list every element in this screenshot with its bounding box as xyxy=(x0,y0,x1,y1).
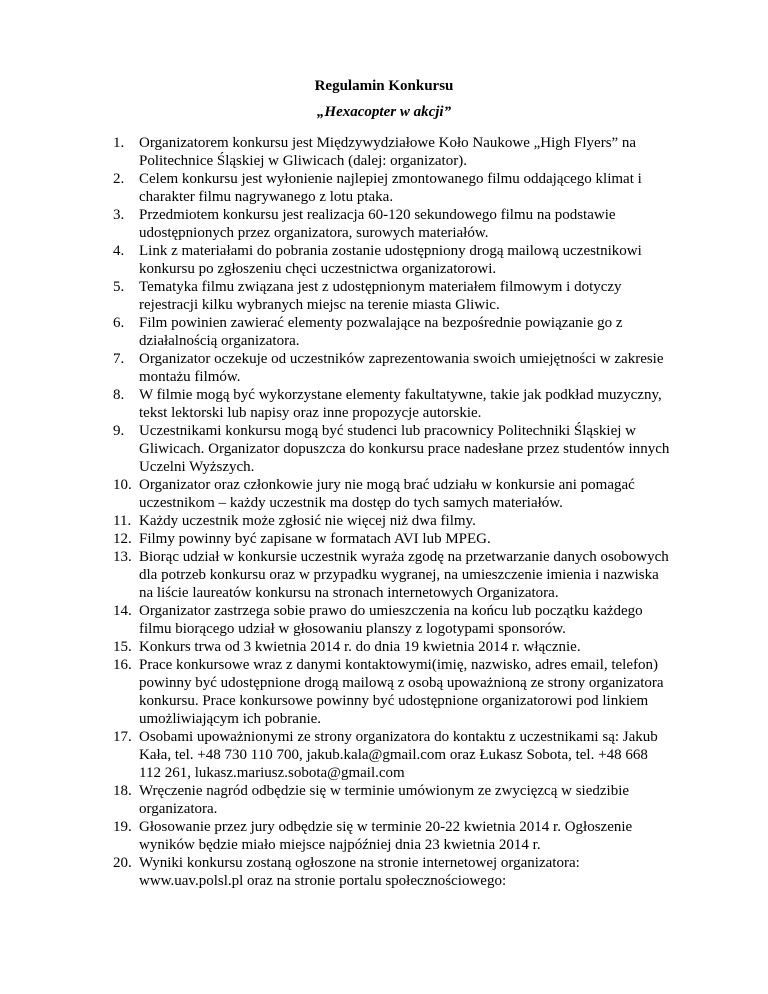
rule-text: W filmie mogą być wykorzystane elementy fakultatywne, takie jak podkład muzyczny, tekst lektorski lub napisy oraz inne propozycje autorskie. xyxy=(139,387,662,421)
rule-text: Organizatorem konkursu jest Międzywydziałowe Koło Naukowe „High Flyers” na Politechnice Śląskiej w Gliwicach (dalej: organizator). xyxy=(139,135,637,169)
rule-item xyxy=(113,854,673,890)
rule-text: Wręczenie nagród odbędzie się w terminie umówionym ze zwycięzcą w siedzibie organizatora. xyxy=(139,783,630,817)
rule-number: 18. xyxy=(113,783,132,799)
rule-text: Osobami upoważnionymi ze strony organizatora do kontaktu z uczestnikami są: Jakub Kała, tel. +48 730 110 700, jakub.kala@gmail.com oraz Łukasz Sobota, tel. +48 668 112 261, lukasz.mariusz.sobota@gmail.com xyxy=(139,729,658,781)
rule-number: 16. xyxy=(113,657,132,673)
rule-text: Celem konkursu jest wyłonienie najlepiej zmontowanego filmu oddającego klimat i charakter filmu nagrywanego z lotu ptaka. xyxy=(139,171,642,205)
rule-text: Organizator oraz członkowie jury nie mogą brać udziału w konkursie ani pomagać uczestnikom – każdy uczestnik ma dostęp do tych samych materiałów. xyxy=(139,477,635,511)
rule-text: Prace konkursowe wraz z danymi kontaktowymi(imię, nazwisko, adres email, telefon) powinny być udostępnione drogą mailową z osobą upoważnioną ze strony organizatora konkursu. Prace konkursowe powinny być udostępnione organizatorowi pod linkiem umożliwiającym ich pobranie. xyxy=(139,657,664,727)
rule-text: Organizator zastrzega sobie prawo do umieszczenia na końcu lub początku każdego filmu biorącego udział w głosowaniu planszy z logotypami sponsorów. xyxy=(139,603,643,637)
document-subtitle: „Hexacopter w akcji” xyxy=(316,104,452,120)
rule-item xyxy=(113,602,673,638)
rule-text: Każdy uczestnik może zgłosić nie więcej niż dwa filmy. xyxy=(139,513,476,529)
rule-number: 4. xyxy=(113,243,125,259)
rule-item xyxy=(113,782,673,818)
rule-number: 17. xyxy=(113,729,132,745)
rule-number: 14. xyxy=(113,603,132,619)
rule-number: 5. xyxy=(113,279,125,295)
rule-item xyxy=(113,242,673,278)
rule-text: Uczestnikami konkursu mogą być studenci lub pracownicy Politechniki Śląskiej w Gliwicach. Organizator dopuszcza do konkursu prace nadesłane przez studentów innych Uczelni Wyższych. xyxy=(139,423,670,475)
rule-text: Tematyka filmu związana jest z udostępnionym materiałem filmowym i dotyczy rejestracji kilku wybranych miejsc na terenie miasta Gliwic. xyxy=(139,279,622,313)
document-title: Regulamin Konkursu xyxy=(314,78,454,94)
rule-item xyxy=(113,728,673,782)
rule-item xyxy=(113,530,673,548)
rule-item xyxy=(113,350,673,386)
rule-item xyxy=(113,818,673,854)
rules-list xyxy=(113,134,673,890)
rule-item xyxy=(113,278,673,314)
rule-number: 9. xyxy=(113,423,125,439)
rule-number: 2. xyxy=(113,171,125,187)
rule-number: 6. xyxy=(113,315,125,331)
rule-item xyxy=(113,548,673,602)
rule-text: Biorąc udział w konkursie uczestnik wyraża zgodę na przetwarzanie danych osobowych dla potrzeb konkursu oraz w przypadku wygranej, na umieszczenie imienia i nazwiska na liście laureatów konkursu na stronach internetowych Organizatora. xyxy=(139,549,669,601)
rule-number: 15. xyxy=(113,639,132,655)
rule-item xyxy=(113,476,673,512)
rule-number: 3. xyxy=(113,207,125,223)
rule-text: Filmy powinny być zapisane w formatach AVI lub MPEG. xyxy=(139,531,491,547)
rule-number: 11. xyxy=(113,513,132,529)
rule-number: 13. xyxy=(113,549,132,565)
rule-item xyxy=(113,134,673,170)
rule-text: Głosowanie przez jury odbędzie się w terminie 20-22 kwietnia 2014 r. Ogłoszenie wyników będzie miało miejsce najpóźniej dnia 23 kwietnia 2014 r. xyxy=(139,819,633,853)
rule-number: 8. xyxy=(113,387,125,403)
rule-number: 12. xyxy=(113,531,132,547)
rule-text: Organizator oczekuje od uczestników zaprezentowania swoich umiejętności w zakresie montażu filmów. xyxy=(139,351,664,385)
rule-item xyxy=(113,206,673,242)
rule-number: 19. xyxy=(113,819,132,835)
rule-text: Film powinien zawierać elementy pozwalające na bezpośrednie powiązanie go z działalnością organizatora. xyxy=(139,315,623,349)
rule-item xyxy=(113,638,673,656)
rule-number: 10. xyxy=(113,477,132,493)
rule-item xyxy=(113,512,673,530)
rule-number: 1. xyxy=(113,135,125,151)
rule-number: 20. xyxy=(113,855,132,871)
rule-number: 7. xyxy=(113,351,125,367)
rule-item xyxy=(113,422,673,476)
rule-text: Wyniki konkursu zostaną ogłoszone na stronie internetowej organizatora: www.uav.polsl.pl oraz na stronie portalu społecznościowego: xyxy=(139,855,580,889)
rule-text: Link z materiałami do pobrania zostanie udostępniony drogą mailową uczestnikowi konkursu po zgłoszeniu chęci uczestnictwa organizatorowi. xyxy=(139,243,642,277)
rule-item xyxy=(113,386,673,422)
rule-item xyxy=(113,170,673,206)
rule-text: Konkurs trwa od 3 kwietnia 2014 r. do dnia 19 kwietnia 2014 r. włącznie. xyxy=(139,639,581,655)
rule-text: Przedmiotem konkursu jest realizacja 60-120 sekundowego filmu na podstawie udostępnionych przez organizatora, surowych materiałów. xyxy=(139,207,616,241)
rule-item xyxy=(113,656,673,728)
rule-item xyxy=(113,314,673,350)
